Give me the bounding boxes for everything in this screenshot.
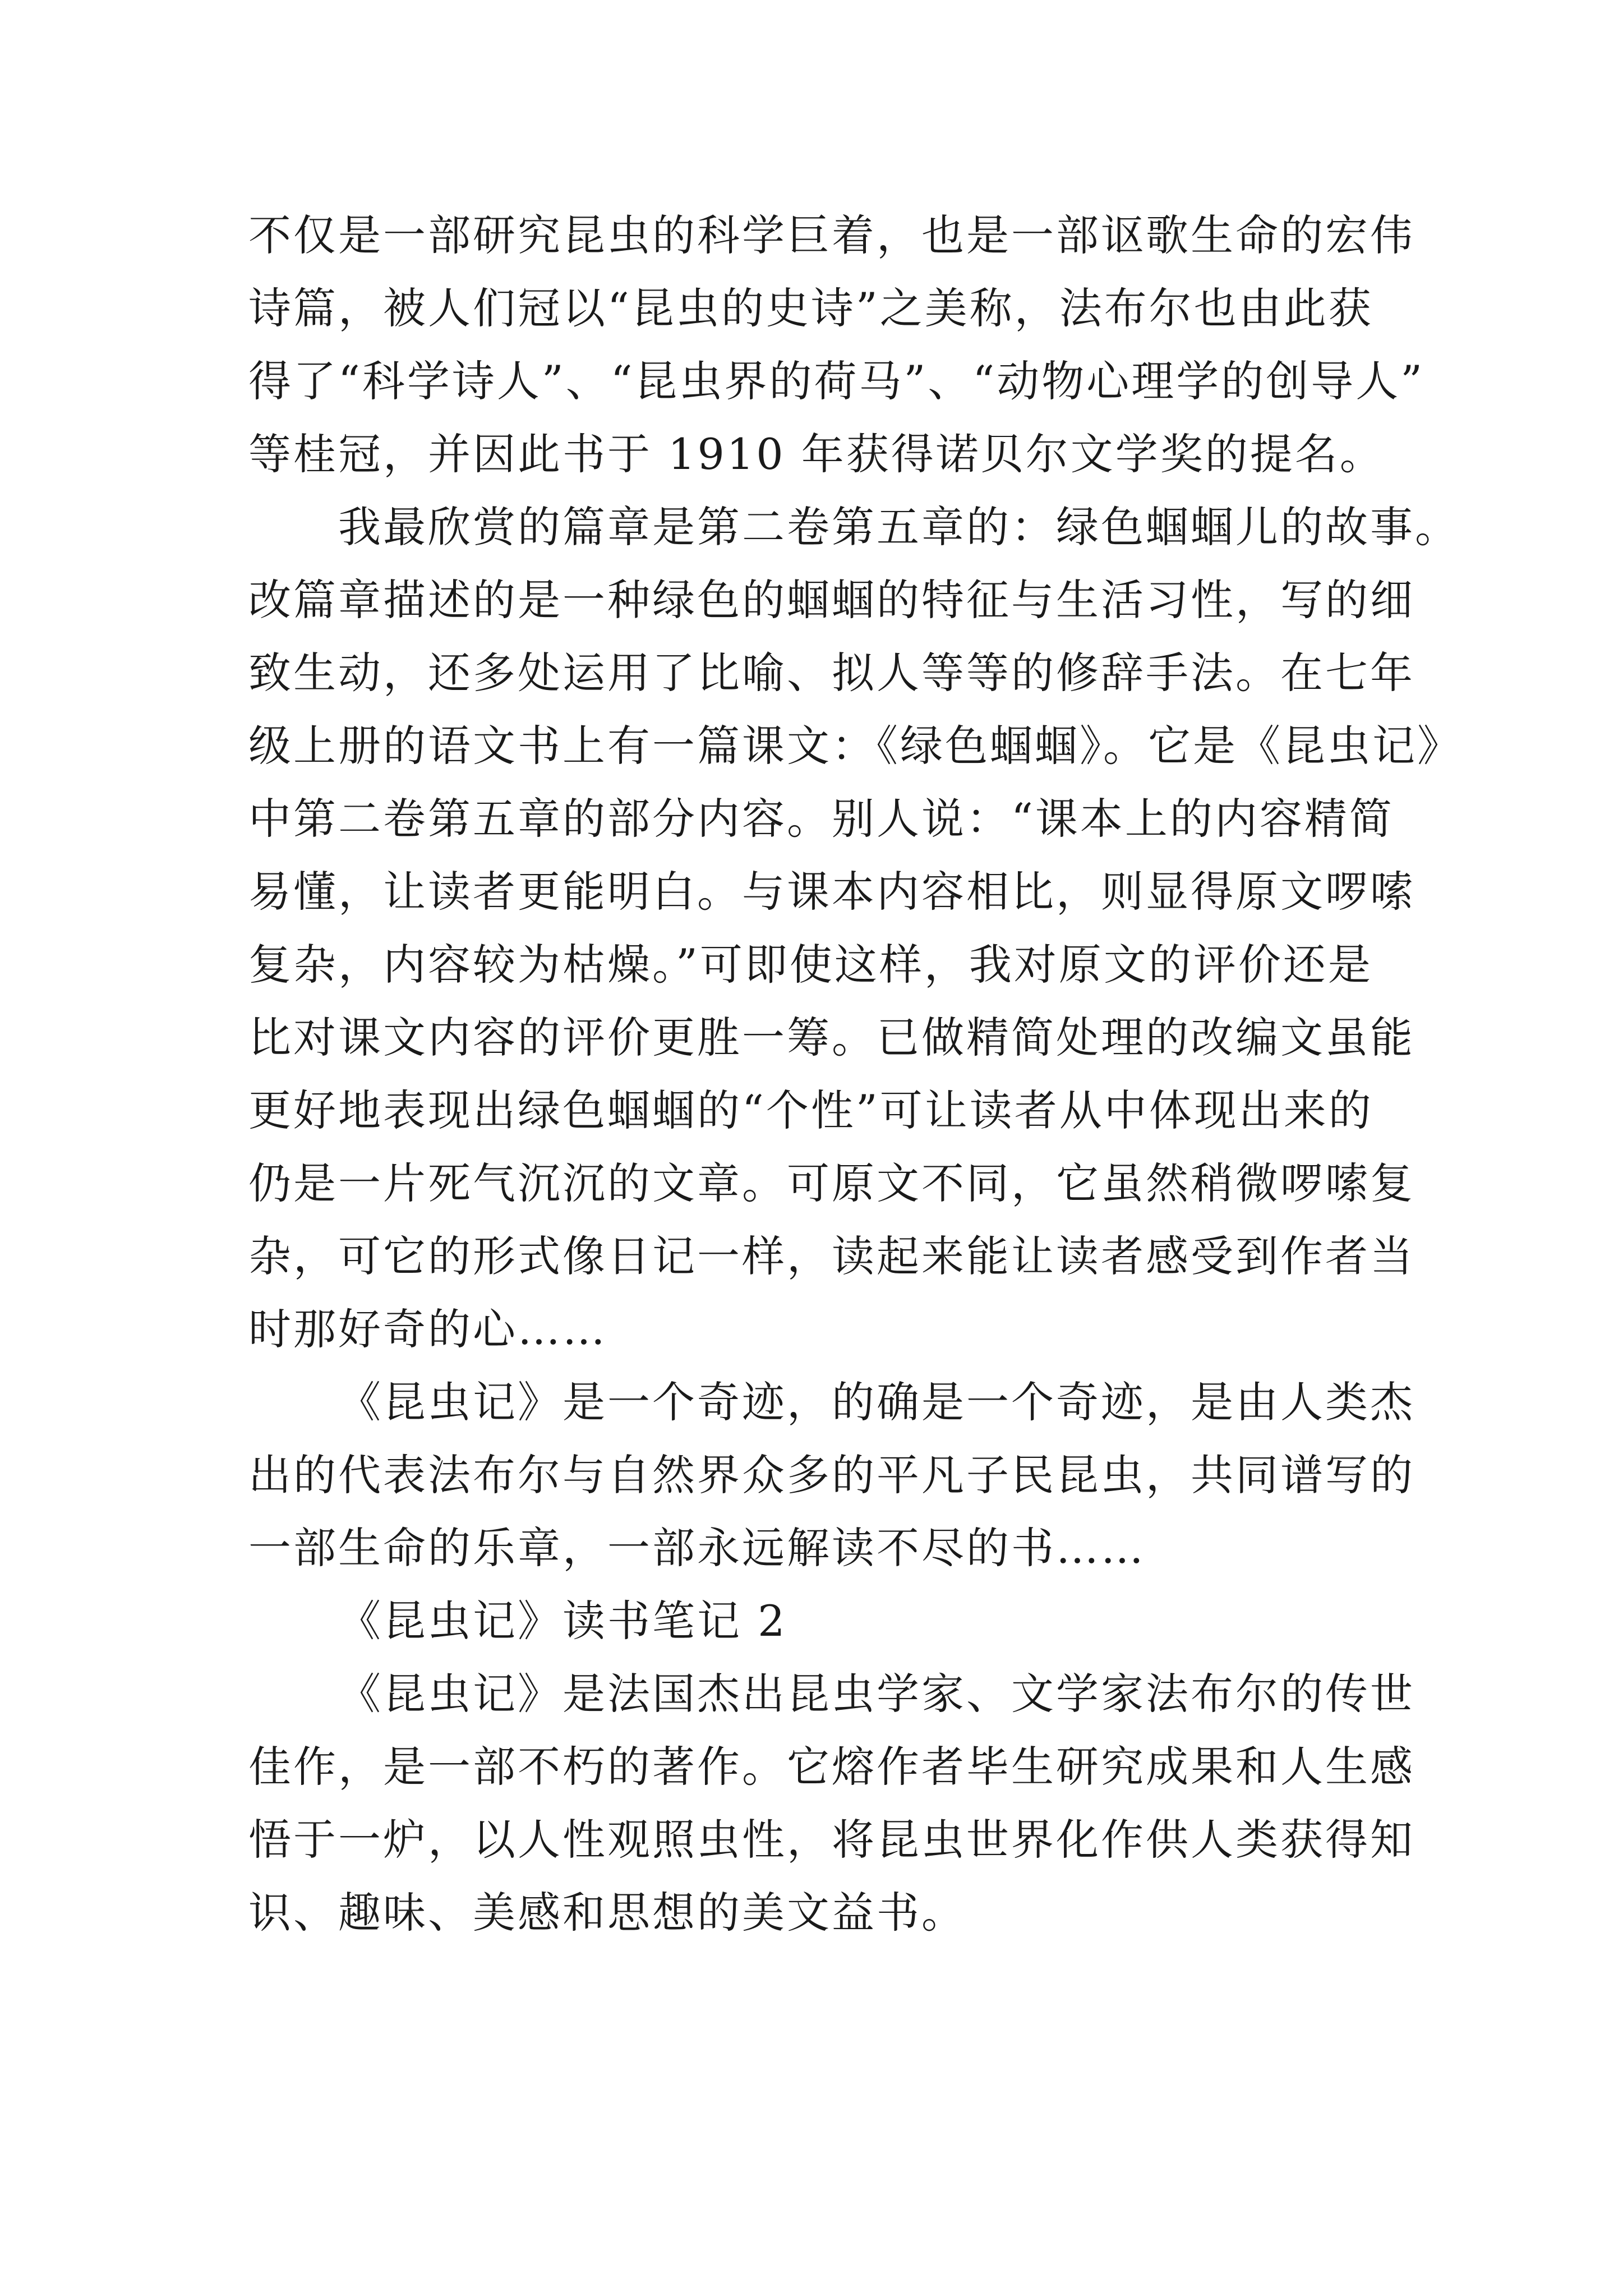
text-line: 时那好奇的心…… [248, 1304, 607, 1354]
body-text [248, 199, 1462, 1949]
text-line: 仍是一片死气沉沉的文章。可原文不同，它虽然稍微啰嗦复 [248, 1158, 1415, 1208]
text-line: 杂，可它的形式像日记一样，读起来能让读者感受到作者当 [248, 1231, 1415, 1281]
text-line: 中第二卷第五章的部分内容。别人说：“课本上的内容精简 [248, 794, 1394, 844]
text-line: 致生动，还多处运用了比喻、拟人等等的修辞手法。在七年 [248, 648, 1415, 698]
text-line: 易懂，让读者更能明白。与课本内容相比，则显得原文啰嗦 [248, 867, 1415, 917]
text-line: 改篇章描述的是一种绿色的蝈蝈的特征与生活习性，写的细 [248, 575, 1415, 625]
text-line: 佳作，是一部不朽的著作。它熔作者毕生研究成果和人生感 [248, 1742, 1415, 1792]
paragraph [248, 491, 1462, 1366]
text-line: 比对课文内容的评价更胜一筹。已做精简处理的改编文虽能 [248, 1013, 1415, 1062]
text-line: 我最欣赏的篇章是第二卷第五章的：绿色蝈蝈儿的故事。 [338, 502, 1460, 552]
text-line: 诗篇，被人们冠以“昆虫的史诗”之美称，法布尔也由此获 [248, 283, 1373, 333]
text-line: 《昆虫记》是一个奇迹，的确是一个奇迹，是由人类杰 [338, 1377, 1415, 1427]
text-line: 级上册的语文书上有一篇课文：《绿色蝈蝈》。它是《昆虫记》 [248, 721, 1462, 771]
heading-text: 《昆虫记》读书笔记 2 [338, 1596, 787, 1646]
text-line: 悟于一炉，以人性观照虫性，将昆虫世界化作供人类获得知 [248, 1815, 1415, 1865]
text-line: 复杂，内容较为枯燥。”可即使这样，我对原文的评价还是 [248, 940, 1373, 990]
paragraph [248, 199, 1425, 491]
text-line: 更好地表现出绿色蝈蝈的“个性”可让读者从中体现出来的 [248, 1085, 1373, 1135]
section-heading [248, 1585, 1381, 1658]
text-line: 识、趣味、美感和思想的美文益书。 [248, 1888, 966, 1938]
paragraph [248, 1366, 1415, 1585]
text-line: 得了“科学诗人”、“昆虫界的荷马”、“动物心理学的创导人” [248, 356, 1425, 406]
text-line: 不仅是一部研究昆虫的科学巨着，也是一部讴歌生命的宏伟 [248, 210, 1415, 260]
text-line: 一部生命的乐章，一部永远解读不尽的书…… [248, 1523, 1146, 1573]
text-line: 《昆虫记》是法国杰出昆虫学家、文学家法布尔的传世 [338, 1669, 1415, 1719]
text-line: 等桂冠，并因此书于 1910 年获得诺贝尔文学奖的提名。 [248, 429, 1385, 479]
paragraph [248, 1658, 1415, 1949]
text-line: 出的代表法布尔与自然界众多的平凡子民昆虫，共同谱写的 [248, 1450, 1415, 1500]
